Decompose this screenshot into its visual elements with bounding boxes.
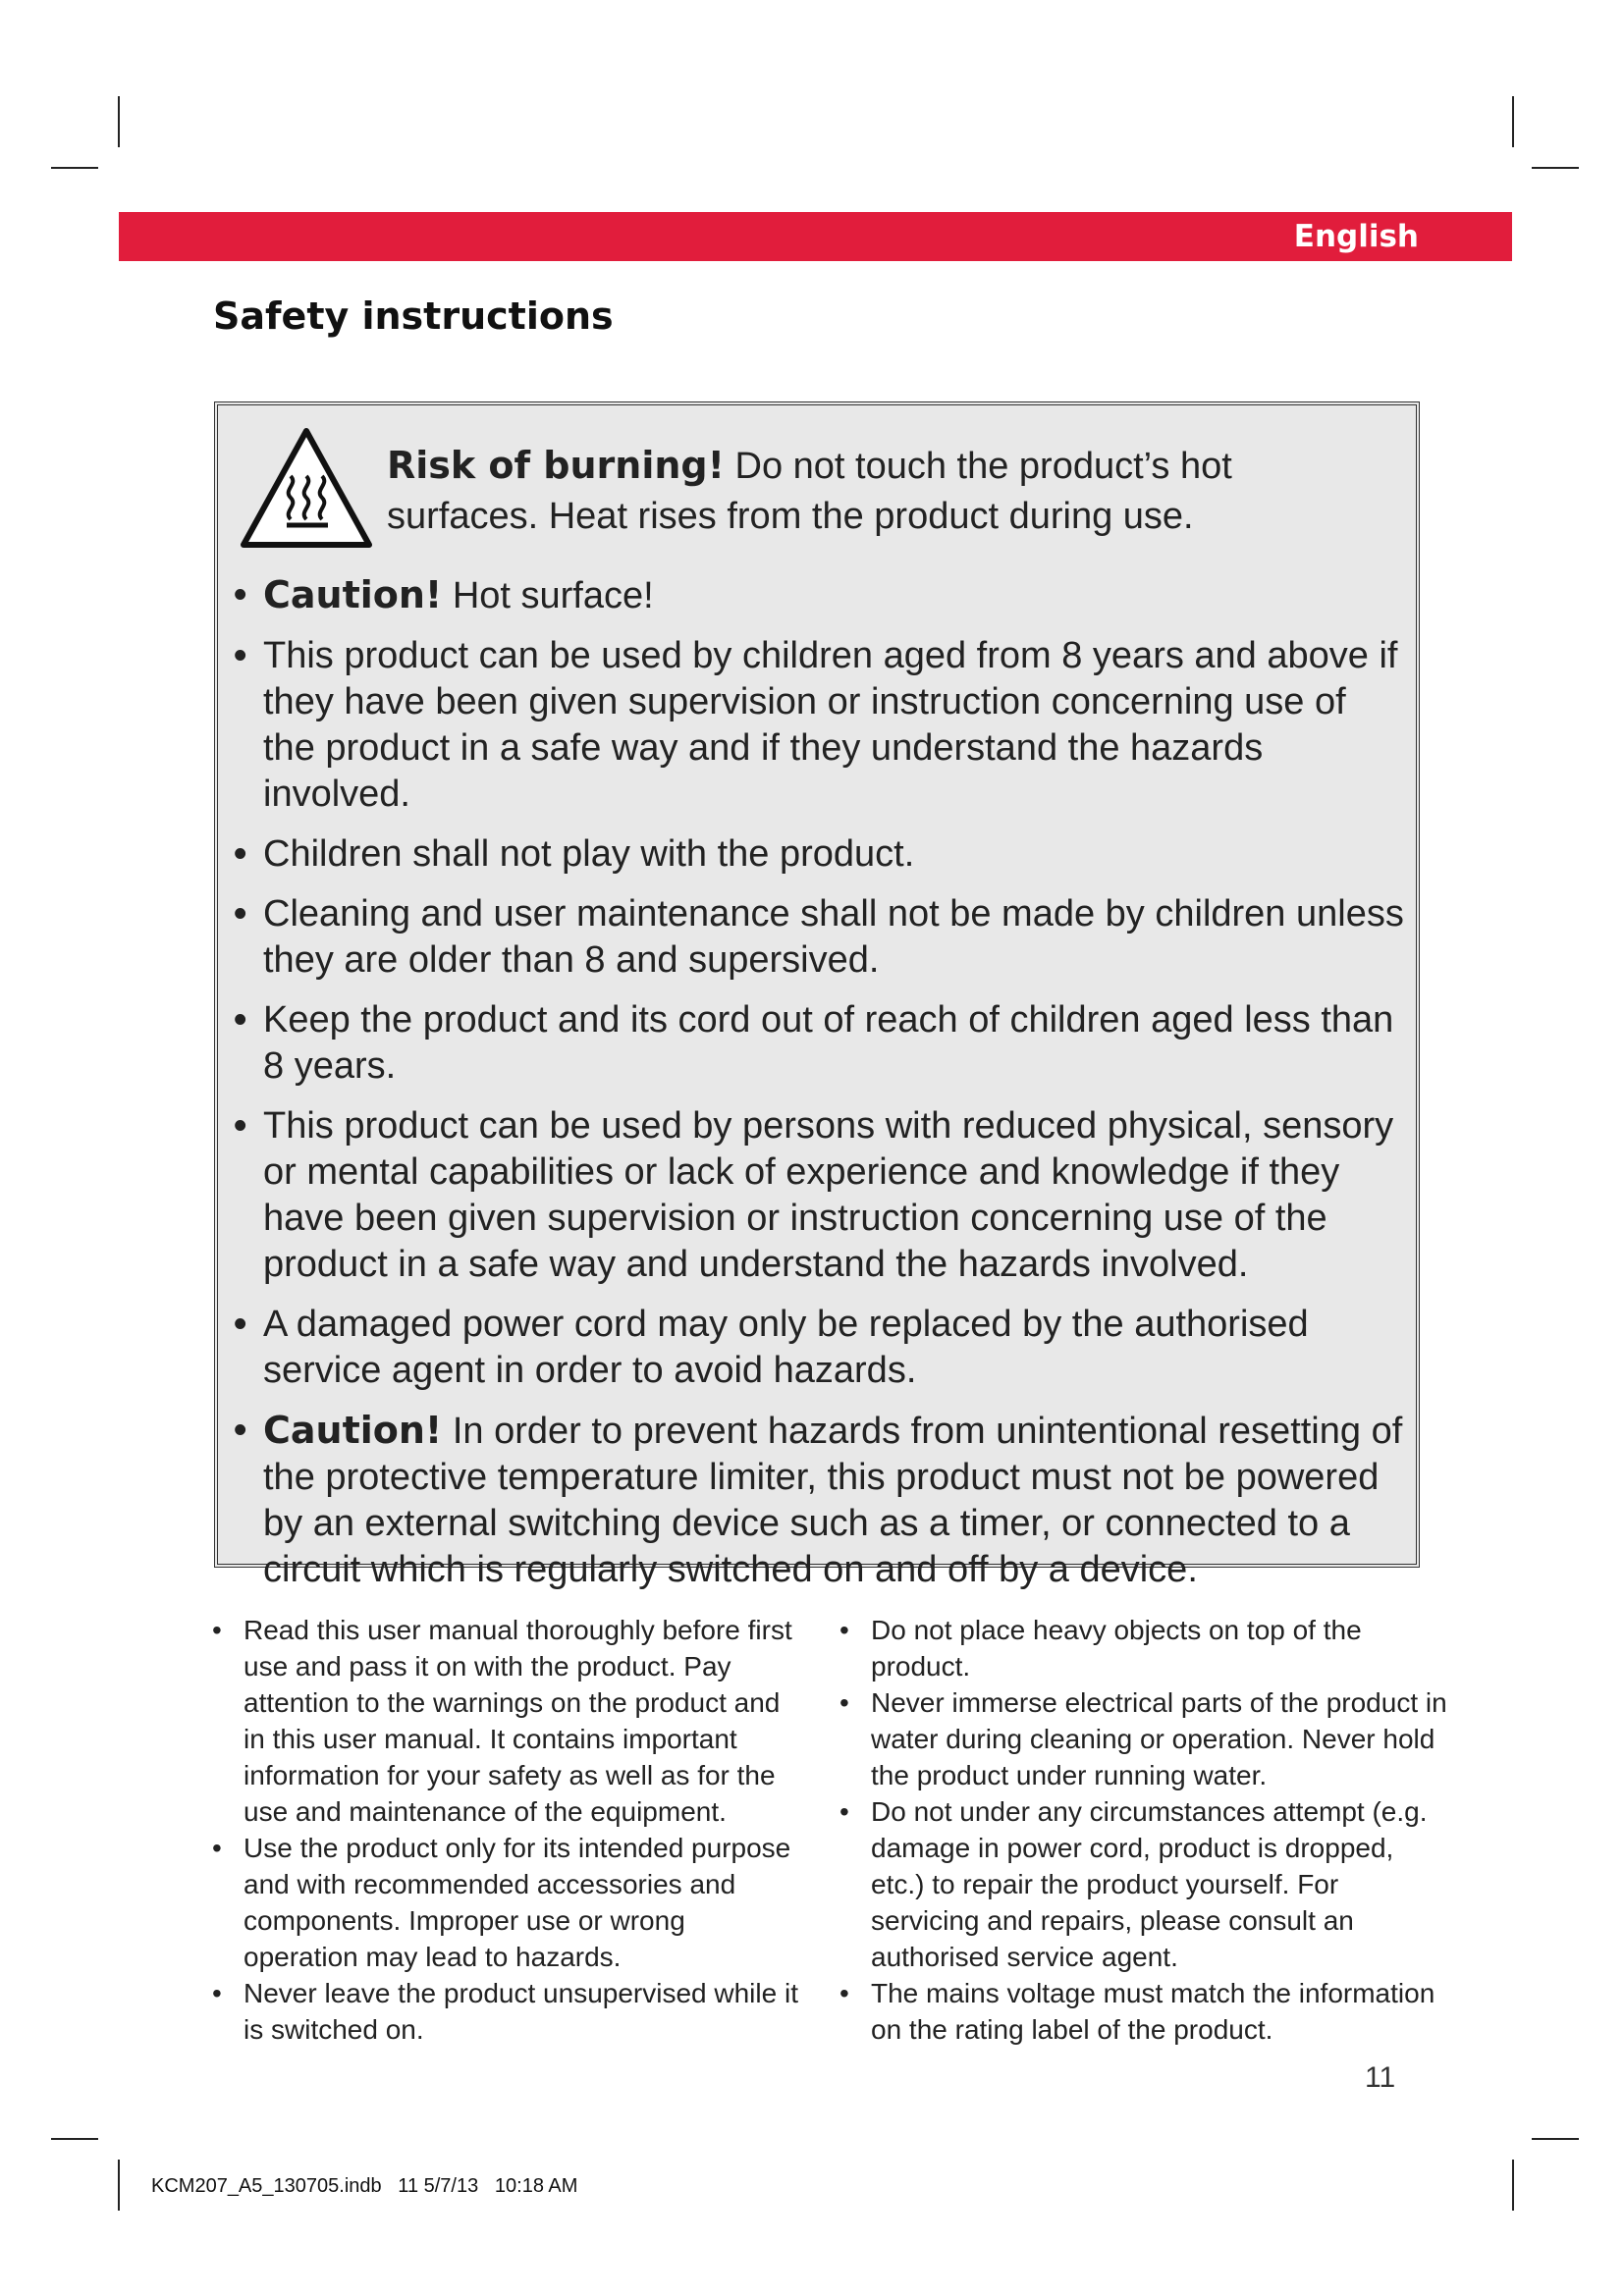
crop-mark xyxy=(1512,2160,1514,2211)
warning-box xyxy=(214,401,1420,1590)
left-instruction-list xyxy=(212,1612,799,2048)
warning-item-text: Keep the product and its cord out of reach of children aged less than 8 years. xyxy=(263,999,1394,1087)
header-bar xyxy=(119,212,1512,261)
warning-item-text: A damaged power cord may only be replaced by the authorised service agent in order to avoid hazards. xyxy=(263,1304,1309,1391)
warning-item xyxy=(234,831,1408,878)
crop-mark xyxy=(118,2160,120,2211)
warning-item-text: Hot surface! xyxy=(442,575,654,616)
warning-item-text: Cleaning and user maintenance shall not be made by children unless they are older than 8 and supersived. xyxy=(263,893,1404,981)
crop-mark xyxy=(1532,2138,1579,2140)
page-number: 11 xyxy=(1365,2061,1396,2094)
warning-item xyxy=(234,997,1408,1090)
warning-item-bold: Caution! xyxy=(263,573,443,616)
crop-mark xyxy=(1532,167,1579,169)
warning-item-bold: Caution! xyxy=(263,1409,443,1452)
warning-item xyxy=(234,1408,1408,1593)
instruction-item: • The mains voltage must match the information on the rating label of the product. xyxy=(839,1975,1454,2048)
warning-item-text: This product can be used by children aged from 8 years and above if they have been given supervision or instruction concerning use of the product in a safe way and if they understand the hazards involved. xyxy=(263,635,1398,815)
warning-heading-bold: Risk of burning! xyxy=(387,444,725,487)
footer-slug: KCM207_A5_130705.indb 11 5/7/13 10:18 AM xyxy=(151,2175,578,2197)
warning-item xyxy=(234,1302,1408,1394)
hot-surface-warning-icon xyxy=(238,425,375,553)
warning-heading xyxy=(387,441,1388,542)
warning-item xyxy=(234,572,1408,619)
page-title: Safety instructions xyxy=(213,294,614,338)
instruction-item: • Never immerse electrical parts of the product in water during cleaning or operation. Never hold the product under running water. xyxy=(839,1684,1454,1793)
instruction-item: • Read this user manual thoroughly before first use and pass it on with the product. Pay attention to the warnings on the product and in this user manual. It contains important information for your safety as well as for the use and maintenance of the equipment. xyxy=(212,1612,799,1830)
warning-item-text: In order to prevent hazards from unintentional resetting of the protective temperature limiter, this product must not be powered by an external switching device such as a timer, or connected to a circuit which is regularly switched on and off by a device. xyxy=(263,1411,1403,1590)
crop-mark xyxy=(1512,96,1514,147)
warning-list xyxy=(234,572,1408,1607)
warning-item-text: This product can be used by persons with reduced physical, sensory or mental capabilities or lack of experience and knowledge if they have been given supervision or instruction concerning use of the product in a safe way and understand the hazards involved. xyxy=(263,1105,1394,1285)
warning-item xyxy=(234,1103,1408,1288)
instruction-item: • Do not place heavy objects on top of the product. xyxy=(839,1612,1454,1684)
instruction-item: • Use the product only for its intended purpose and with recommended accessories and components. Improper use or wrong operation may lead to hazards. xyxy=(212,1830,799,1975)
warning-item-text: Children shall not play with the product. xyxy=(263,833,915,875)
warning-item xyxy=(234,891,1408,984)
instruction-item: • Do not under any circumstances attempt (e.g. damage in power cord, product is dropped, etc.) to repair the product yourself. For servicing and repairs, please consult an authorised service agent. xyxy=(839,1793,1454,1975)
language-label: English xyxy=(1293,219,1419,254)
crop-mark xyxy=(51,167,98,169)
crop-mark xyxy=(51,2138,98,2140)
warning-heading-text: Do not touch the product’s hot surfaces. Heat rises from the product during use. xyxy=(387,446,1232,537)
warning-item xyxy=(234,633,1408,818)
instruction-item: • Never leave the product unsupervised while it is switched on. xyxy=(212,1975,799,2048)
right-instruction-list xyxy=(839,1612,1454,2048)
crop-mark xyxy=(118,96,120,147)
